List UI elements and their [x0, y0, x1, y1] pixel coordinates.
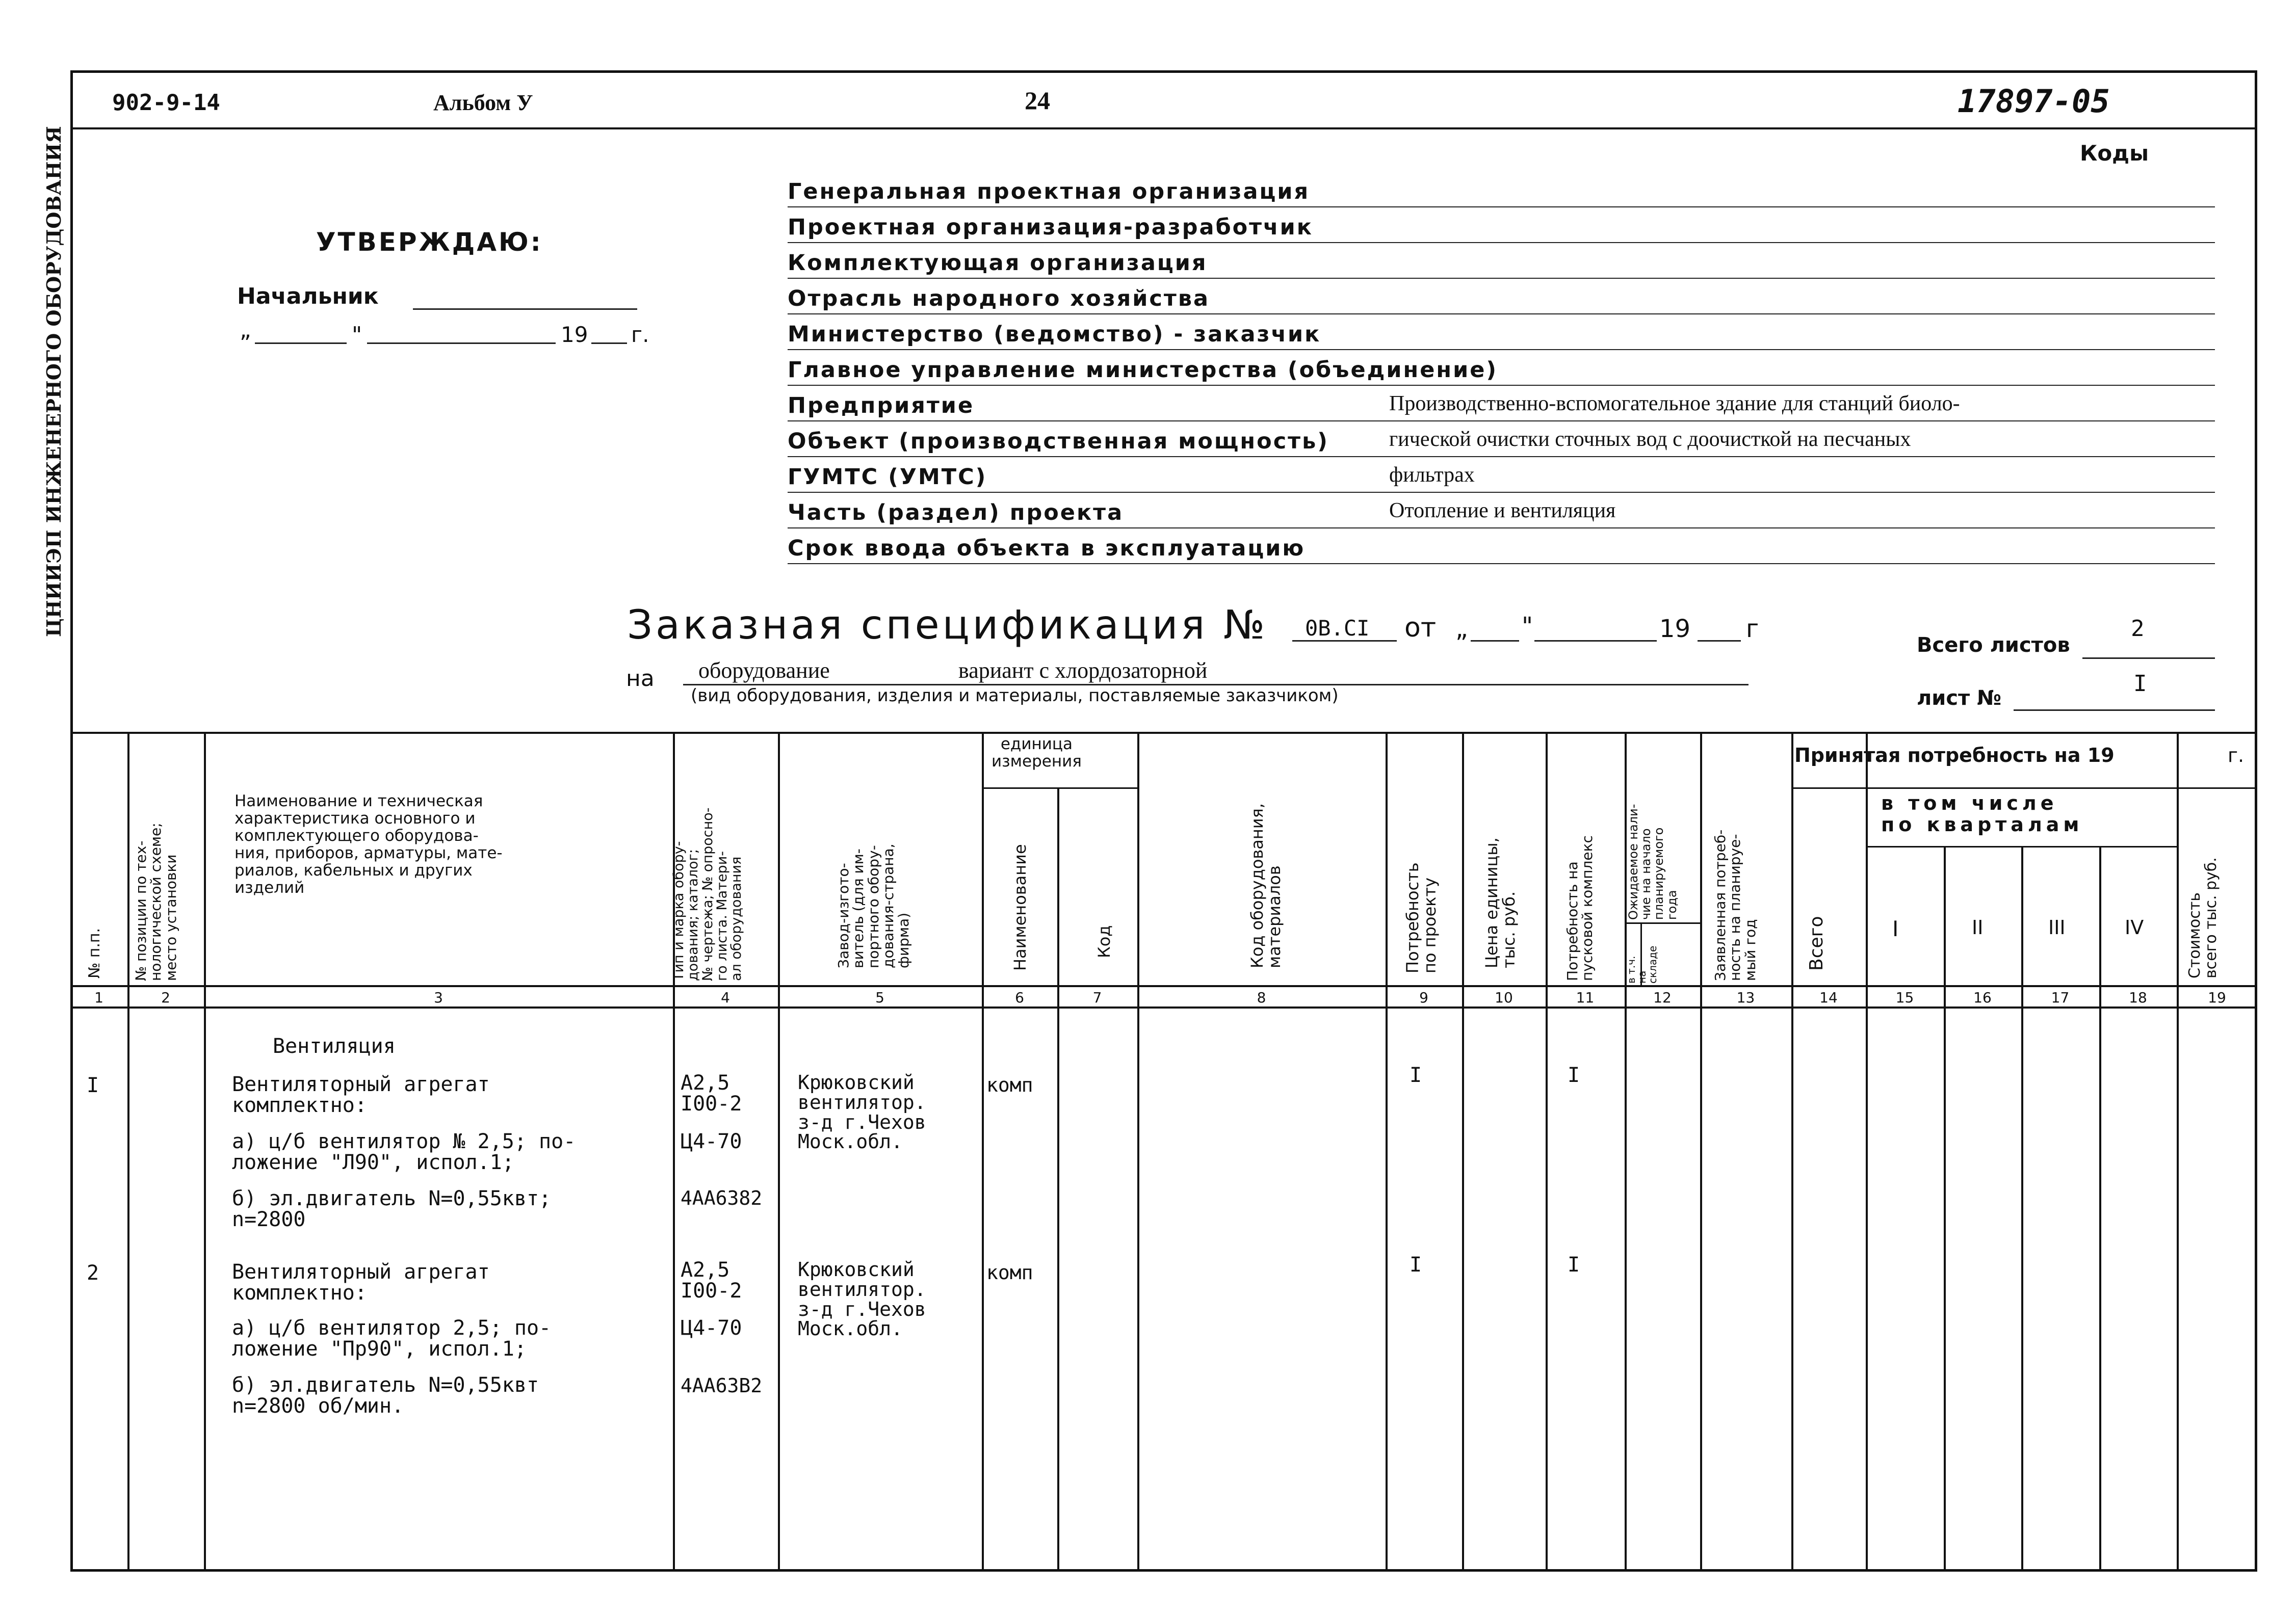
- col-q1-header: I: [1892, 916, 1899, 941]
- doc-code: 902-9-14: [112, 90, 220, 116]
- column-divider: [1546, 732, 1548, 1572]
- chief-line: [413, 308, 637, 310]
- column-number: 5: [875, 989, 884, 1006]
- org-field-line: [788, 349, 2215, 350]
- row1-sub-b: б) эл.двигатель N=0,55квт; n=2800: [232, 1187, 552, 1231]
- row2-sub-b: б) эл.двигатель N=0,55квт n=2800 об/мин.: [232, 1373, 539, 1418]
- col-q3-header: III: [2048, 916, 2066, 939]
- org-field-line: [788, 527, 2215, 528]
- spec-variant: вариант с хлордозаторной: [958, 658, 1208, 683]
- total-sheets: 2: [2131, 616, 2145, 642]
- inventory-number: 17897-05: [1958, 83, 2110, 120]
- org-field-line: [788, 242, 2215, 243]
- org-field-line: [788, 420, 2215, 421]
- org-field-value: Отопление и вентиляция: [1389, 499, 1616, 522]
- row1-unit: комп: [986, 1074, 1033, 1096]
- row2-start: I: [1568, 1253, 1580, 1277]
- column-number: 18: [2129, 989, 2147, 1006]
- column-divider: [1462, 732, 1464, 1572]
- org-field-label: Главное управление министерства (объединение): [788, 357, 1498, 383]
- column-number: 3: [434, 989, 443, 1006]
- column-number: 6: [1015, 989, 1024, 1006]
- column-divider: [982, 732, 984, 1572]
- row2-name: Вентиляторный агрегат комплектно:: [232, 1260, 490, 1305]
- row2-type-c: 4АА63В2: [681, 1374, 763, 1397]
- org-field-line: [788, 313, 2215, 314]
- quarters-group-header: в том числе по кварталам: [1881, 792, 2083, 836]
- org-field-line: [788, 206, 2215, 207]
- col-declared-header: Заявленная потреб- ность на планируе- мый год: [1712, 829, 1759, 981]
- row2-no: 2: [87, 1261, 99, 1285]
- column-number: 1: [94, 989, 103, 1006]
- column-divider: [2177, 732, 2179, 1572]
- col-type-header: Тип и марка обору- дования; каталог; № чертежа; № опросно- го листа. Матери- ал оборудования: [671, 807, 745, 981]
- row1-type-c: 4АА6382: [681, 1187, 763, 1209]
- column-number: 7: [1092, 989, 1102, 1006]
- column-divider: [1057, 787, 1059, 1572]
- column-divider: [2099, 846, 2101, 1572]
- spec-close-quote: ": [1522, 612, 1533, 641]
- row2-type-a: А2,5 I00-2: [681, 1258, 742, 1303]
- org-field-line: [788, 385, 2215, 386]
- col-q4-header: IV: [2125, 916, 2144, 939]
- col-stock-header: в т.ч. на складе: [1625, 945, 1659, 984]
- col-expected-header: Ожидаемое нали- чие на начало планируемого года: [1626, 804, 1679, 920]
- column-number: 9: [1419, 989, 1428, 1006]
- row1-no: I: [87, 1074, 99, 1097]
- row2-need: I: [1410, 1253, 1422, 1277]
- column-divider: [1944, 846, 1946, 1572]
- sheet-number: I: [2133, 671, 2147, 697]
- section-heading: Вентиляция: [273, 1035, 396, 1058]
- spec-year-line: [1698, 640, 1741, 642]
- approval-chief: Начальник: [237, 283, 379, 309]
- column-number: 19: [2208, 989, 2226, 1006]
- date-quote: ": [352, 322, 362, 348]
- col-total-header: Всего: [1806, 916, 1827, 971]
- org-field-label: Проектная организация-разработчик: [788, 215, 1313, 240]
- column-divider: [2021, 846, 2023, 1572]
- accepted-group-suffix: г.: [2228, 744, 2245, 766]
- org-field-label: Отрасль народного хозяйства: [788, 286, 1210, 311]
- year-line: [591, 342, 627, 344]
- accepted-group-header: Принятая потребность на 19: [1794, 744, 2115, 766]
- row2-sub-a: а) ц/б вентилятор 2,5; по- ложение "Пр90", испол.1;: [232, 1316, 552, 1361]
- col-equip-code-header: Код оборудования, материалов: [1247, 803, 1284, 968]
- row2-maker: Крюковский вентилятор. з-д г.Чехов Моск.обл.: [798, 1258, 926, 1340]
- col-unit-name-header: Наименование: [1010, 844, 1030, 971]
- column-divider: [1386, 732, 1388, 1572]
- column-number: 13: [1736, 989, 1755, 1006]
- approval-year: 19: [561, 322, 588, 347]
- column-divider: [1137, 732, 1139, 1572]
- spec-on-caption: (вид оборудования, изделия и материалы, поставляемые заказчиком): [691, 685, 1339, 706]
- quarters-group-line: [1866, 846, 2177, 847]
- column-number: 11: [1576, 989, 1595, 1006]
- org-field-value: фильтрах: [1389, 463, 1475, 487]
- month-line: [367, 342, 556, 344]
- column-number: 2: [161, 989, 170, 1006]
- org-field-label: Комплектующая организация: [788, 250, 1208, 276]
- spec-on-label: на: [626, 666, 655, 692]
- header-divider: [70, 127, 2257, 129]
- column-divider: [1866, 732, 1868, 1572]
- col-position-header: № позиции по тех- нологической схеме; место установки: [133, 823, 179, 981]
- row1-need: I: [1410, 1064, 1422, 1087]
- approval-title: УТВЕРЖДАЮ:: [316, 227, 543, 257]
- total-sheets-label: Всего листов: [1917, 633, 2070, 657]
- row2-type-b: Ц4-70: [681, 1316, 742, 1340]
- spec-number-line: [1292, 640, 1397, 642]
- spec-from: от: [1404, 613, 1437, 643]
- org-field-line: [788, 456, 2215, 457]
- column-number: 16: [1973, 989, 1992, 1006]
- column-divider: [204, 732, 206, 1572]
- org-field-label: ГУМТС (УМТС): [788, 464, 987, 490]
- side-stamp: ЦНИИЭП ИНЖЕНЕРНОГО ОБОРУДОВАНИЯ: [42, 126, 65, 637]
- row2-unit: комп: [986, 1261, 1033, 1284]
- column-divider: [1791, 732, 1793, 1572]
- codes-label: Коды: [2080, 141, 2149, 166]
- row1-start: I: [1568, 1064, 1580, 1087]
- row1-maker: Крюковский вентилятор. з-д г.Чехов Моск.обл.: [798, 1071, 926, 1153]
- column-divider: [1700, 732, 1702, 1572]
- org-field-label: Генеральная проектная организация: [788, 179, 1310, 204]
- spec-month-line: [1534, 640, 1657, 642]
- org-field-line: [788, 563, 2215, 564]
- sheet-label: лист №: [1917, 686, 2002, 710]
- album-label: Альбом У: [433, 90, 533, 115]
- spec-number: 0В.СI: [1305, 616, 1370, 641]
- stock-sub-line: [1625, 922, 1700, 924]
- org-field-value: Производственно-вспомогательное здание для станций биоло-: [1389, 392, 1960, 415]
- org-field-label: Часть (раздел) проекта: [788, 500, 1124, 525]
- header-bottom: [70, 985, 2257, 987]
- page-number: 24: [1025, 86, 1050, 115]
- col-unit-code-header: Код: [1094, 925, 1114, 958]
- row1-type-a: А2,5 I00-2: [681, 1071, 742, 1116]
- org-field-value: гической очистки сточных вод с доочисткой на песчаных: [1389, 428, 1911, 451]
- row1-sub-a: а) ц/б вентилятор № 2,5; по- ложение "Л90", испол.1;: [232, 1130, 576, 1174]
- column-number: 8: [1257, 989, 1266, 1006]
- approval-year-suffix: г.: [631, 322, 649, 347]
- accepted-group-line: [1791, 787, 2257, 789]
- org-field-label: Министерство (ведомство) - заказчик: [788, 322, 1321, 347]
- org-field-label: Объект (производственная мощность): [788, 429, 1329, 454]
- row1-name: Вентиляторный агрегат комплектно:: [232, 1073, 490, 1117]
- column-number: 10: [1495, 989, 1513, 1006]
- spec-open-quote: „: [1455, 615, 1468, 643]
- column-number: 15: [1895, 989, 1914, 1006]
- spec-year: 19: [1659, 615, 1691, 643]
- column-number: 14: [1819, 989, 1838, 1006]
- col-cost-header: Стоимость всего тыс. руб.: [2186, 857, 2220, 978]
- col-start-need-header: Потребность на пусковой комплекс: [1564, 835, 1596, 981]
- org-field-label: Предприятие: [788, 393, 975, 418]
- col-maker-header: Завод-изгото- витель (для им- портного обору- дования-страна, фирма): [835, 843, 912, 968]
- spec-title: Заказная спецификация №: [627, 602, 1268, 648]
- column-number: 4: [721, 989, 730, 1006]
- spec-day-line: [1471, 640, 1519, 642]
- total-sheets-line: [2082, 657, 2215, 659]
- column-divider: [778, 732, 780, 1572]
- col-price-header: Цена единицы, тыс. руб.: [1482, 837, 1519, 968]
- column-number: 12: [1653, 989, 1672, 1006]
- column-divider: [127, 732, 129, 1572]
- sheet-line: [2014, 709, 2215, 711]
- spec-year-suffix: г: [1746, 615, 1759, 643]
- column-number: 17: [2051, 989, 2070, 1006]
- unit-group-line: [982, 787, 1137, 789]
- row1-type-b: Ц4-70: [681, 1130, 742, 1153]
- unit-group-header: единица измерения: [992, 735, 1082, 771]
- col-need-header: Потребность по проекту: [1403, 862, 1440, 973]
- col-name-header: Наименование и техническая характеристика основного и комплектующего оборудова- ния, приборов, арматуры, мате- риалов, кабельных и других изделий: [234, 792, 503, 897]
- date-open: „: [240, 317, 251, 343]
- col-no-header: № п.п.: [86, 928, 103, 978]
- spec-on-value: оборудование: [698, 658, 830, 683]
- column-numbers-bottom: [70, 1006, 2257, 1009]
- table-top: [70, 732, 2257, 734]
- org-field-line: [788, 278, 2215, 279]
- day-line: [255, 342, 347, 344]
- col-q2-header: II: [1972, 916, 1984, 939]
- org-field-label: Срок ввода объекта в эксплуатацию: [788, 536, 1306, 561]
- org-field-line: [788, 492, 2215, 493]
